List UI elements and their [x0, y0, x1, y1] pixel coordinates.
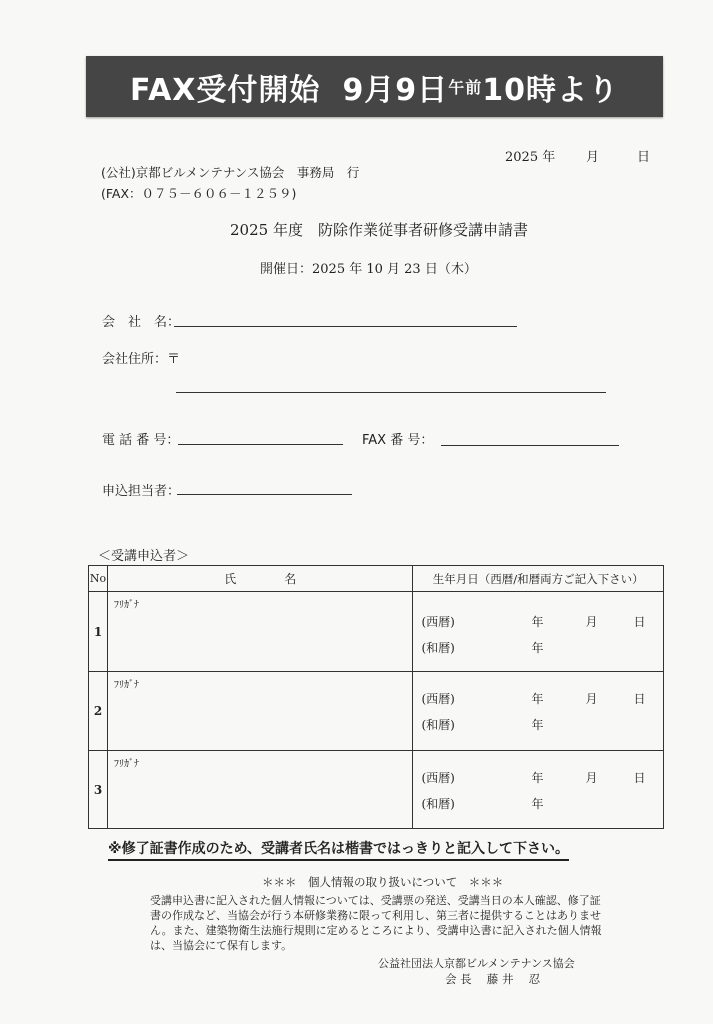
privacy-body: 受講申込書に記入された個人情報については、受講票の発送、受講当日の本人確認、修了証書の作成など、当協会が行う本研修業務に限って利用し、第三者に提供することはありません。また、建築物衛生法施行規則に定めるところにより、受講申込書に記入された個人情報は、当協会にて保有します。: [150, 894, 602, 952]
year-label: 年: [531, 718, 544, 732]
applicants-heading: ＜受講申込者＞: [98, 549, 190, 564]
year-label: 年: [531, 797, 544, 811]
banner-time: 10時より: [482, 72, 619, 108]
applicants-table: [88, 565, 664, 829]
seireki-label: (西暦): [421, 692, 455, 706]
fax-label: FAX 番 号：: [362, 433, 434, 448]
date-year: 2025 年: [505, 150, 556, 165]
date-day: 日: [637, 150, 651, 165]
fax-field[interactable]: [441, 445, 619, 446]
event-date: 開催日：2025 年 10 月 23 日（木）: [260, 262, 477, 277]
month-label: 月: [585, 615, 598, 629]
phone-field[interactable]: [178, 444, 343, 445]
table-row: [89, 592, 664, 672]
banner-fax-start: FAX受付開始: [130, 72, 321, 108]
contact-person-label: 申込担当者：: [102, 484, 181, 499]
birth-cell[interactable]: [413, 592, 664, 672]
day-label: 日: [633, 692, 646, 706]
table-row: [89, 751, 664, 829]
recipient-org: (公社)京都ビルメンテナンス協会 事務局 行: [101, 165, 360, 180]
name-cell[interactable]: [107, 672, 412, 751]
birth-cell[interactable]: [413, 751, 664, 829]
company-address-label: 会社住所：〒: [102, 352, 181, 367]
furigana-label: ﾌﾘｶﾞﾅ: [113, 680, 139, 691]
date-month: 月: [586, 150, 600, 165]
org-name: 公益社団法人京都ビルメンテナンス協会: [378, 957, 575, 970]
form-title: 2025 年度 防除作業従事者研修受講申請書: [230, 221, 528, 239]
wareki-label: (和暦): [421, 797, 455, 811]
seireki-label: (西暦): [421, 615, 455, 629]
notice-text: ※修了証書作成のため、受講者氏名は楷書ではっきりと記入して下さい。: [108, 838, 569, 861]
contact-person-field[interactable]: [177, 494, 352, 495]
col-name-header: 氏 名: [107, 566, 412, 592]
seireki-label: (西暦): [421, 771, 455, 785]
wareki-label: (和暦): [421, 641, 455, 655]
banner-am: 午前: [448, 78, 483, 97]
name-cell[interactable]: [107, 592, 412, 672]
year-label: 年: [531, 692, 544, 706]
chairman-signature: 会 長 藤 井 忍: [445, 972, 541, 986]
fax-start-banner: [86, 56, 663, 117]
year-label: 年: [531, 641, 544, 655]
row-no: 3: [89, 751, 108, 829]
company-name-field[interactable]: [174, 326, 517, 327]
table-row: [89, 672, 664, 751]
table-header-row: [89, 566, 664, 592]
privacy-heading: ＊＊＊ 個人情報の取り扱いについて ＊＊＊: [262, 875, 504, 889]
phone-label: 電 話 番 号：: [102, 433, 180, 448]
row-no: 1: [89, 592, 108, 672]
furigana-label: ﾌﾘｶﾞﾅ: [113, 759, 139, 770]
company-address-field[interactable]: [176, 392, 606, 393]
month-label: 月: [585, 771, 598, 785]
col-no-header: No: [89, 566, 108, 592]
banner-date: 9月9日: [342, 72, 449, 108]
year-label: 年: [531, 615, 544, 629]
name-cell[interactable]: [107, 751, 412, 829]
month-label: 月: [585, 692, 598, 706]
company-name-label: 会 社 名：: [102, 315, 181, 330]
wareki-label: (和暦): [421, 718, 455, 732]
year-label: 年: [531, 771, 544, 785]
row-no: 2: [89, 672, 108, 751]
furigana-label: ﾌﾘｶﾞﾅ: [113, 600, 139, 611]
birth-cell[interactable]: [413, 672, 664, 751]
day-label: 日: [633, 771, 646, 785]
recipient-fax: (FAX：０７５－６０６－１２５９): [101, 186, 297, 201]
col-birth-header: 生年月日（西暦/和暦両方ご記入下さい）: [413, 566, 664, 592]
day-label: 日: [633, 615, 646, 629]
